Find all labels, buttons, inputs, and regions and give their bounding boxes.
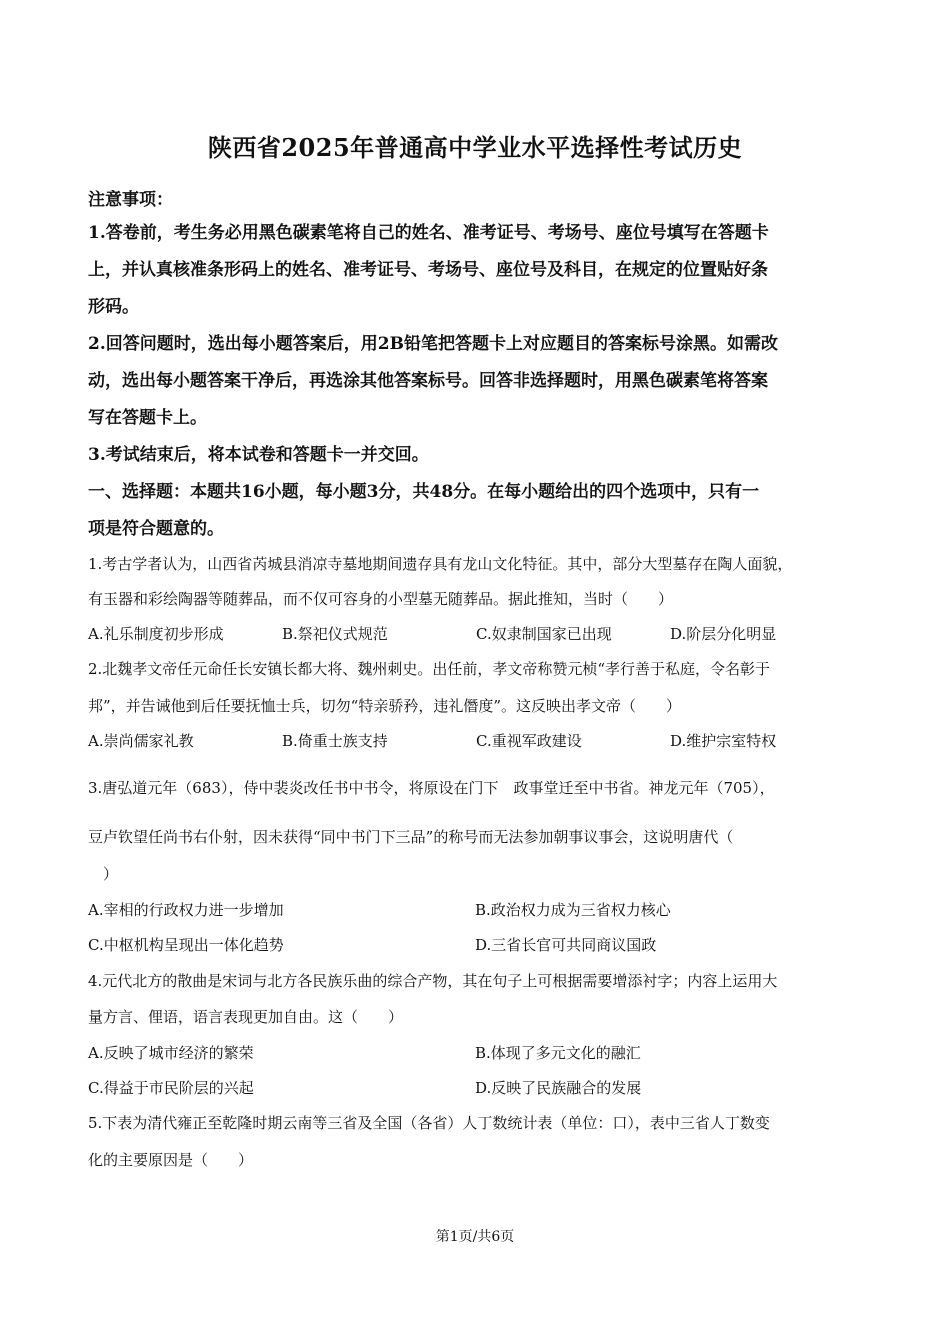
question-3-line2: 豆卢钦望任尚书右仆射，因未获得“同中书门下三品”的称号而无法参加朝事议事会，这说明唐代（ (88, 828, 734, 846)
question-2-option-a[interactable]: A.崇尚儒家礼教 (88, 732, 194, 750)
notice-item1-line2: 上，并认真核准条形码上的姓名、准考证号、考场号、座位号及科目，在规定的位置贴好条 (88, 260, 768, 280)
question-5-line1: 5.下表为清代雍正至乾隆时期云南等三省及全国（各省）人丁数统计表（单位：口），表中三省人丁数变 (88, 1114, 770, 1132)
question-4-option-c[interactable]: C.得益于市民阶层的兴起 (88, 1079, 254, 1097)
question-1-option-d[interactable]: D.阶层分化明显 (670, 625, 777, 643)
section-heading-line1: 一、选择题：本题共16小题，每小题3分，共48分。在每小题给出的四个选项中，只有一 (88, 482, 760, 502)
question-2-options (88, 732, 878, 750)
question-2-option-d[interactable]: D.维护宗室特权 (670, 732, 777, 750)
question-3-option-d[interactable]: D.三省长官可共同商议国政 (475, 936, 657, 954)
question-1-option-c[interactable]: C.奴隶制国家已出现 (476, 625, 612, 643)
question-1-option-b[interactable]: B.祭祀仪式规范 (282, 625, 388, 643)
page-title: 陕西省2025年普通高中学业水平选择性考试历史 (207, 133, 743, 162)
question-1-option-a[interactable]: A.礼乐制度初步形成 (88, 625, 224, 643)
section-heading-line2: 项是符合题意的。 (88, 519, 224, 539)
notice-item3: 3.考试结束后，将本试卷和答题卡一并交回。 (88, 445, 429, 465)
question-3-line1: 3.唐弘道元年（683），侍中裴炎改任书中书令，将原设在门下 政事堂迁至中书省。神龙元年（705）， (88, 779, 775, 797)
notice-heading: 注意事项： (88, 190, 173, 210)
question-2-line1: 2.北魏孝文帝任元命任长安镇长都大将、魏州刺史。出任前，孝文帝称赞元桢“孝行善于私庭，令名彰于 (88, 660, 770, 678)
question-3-line3: ） (88, 865, 119, 883)
question-4-option-d[interactable]: D.反映了民族融合的发展 (475, 1079, 642, 1097)
question-1-options (88, 625, 878, 643)
question-1-line2: 有玉器和彩绘陶器等随葬品，而不仅可容身的小型墓无随葬品。据此推知，当时（ ） (88, 590, 674, 608)
notice-item2-line3: 写在答题卡上。 (88, 408, 207, 428)
question-2-line2: 邦”，并告诫他到后任要抚恤士兵，切勿“特亲骄矜，违礼僭度”。这反映出孝文帝（ ） (88, 697, 682, 715)
notice-item2-line2: 动，选出每小题答案干净后，再选涂其他答案标号。回答非选择题时，用黑色碳素笔将答案 (88, 371, 768, 391)
question-2-option-c[interactable]: C.重视军政建设 (476, 732, 582, 750)
question-4-line1: 4.元代北方的散曲是宋词与北方各民族乐曲的综合产物，其在句子上可根据需要增添衬字；内容上运用大 (88, 972, 778, 990)
question-3-option-b[interactable]: B.政治权力成为三省权力核心 (475, 901, 671, 919)
notice-item1-line3: 形码。 (88, 297, 139, 317)
question-3-option-c[interactable]: C.中枢机构呈现出一体化趋势 (88, 936, 284, 954)
question-4-option-b[interactable]: B.体现了多元文化的融汇 (475, 1044, 641, 1062)
question-3-option-a[interactable]: A.宰相的行政权力进一步增加 (88, 901, 284, 919)
question-2-option-b[interactable]: B.倚重士族支持 (282, 732, 388, 750)
question-1-line1: 1.考古学者认为，山西省芮城县消凉寺墓地期间遗存具有龙山文化特征。其中，部分大型墓存在陶人面貌， (88, 555, 793, 573)
page-footer: 第1页/共6页 (435, 1229, 515, 1245)
question-5-line2: 化的主要原因是（ ） (88, 1151, 254, 1169)
notice-item2-line1: 2.回答问题时，选出每小题答案后，用2B铅笔把答题卡上对应题目的答案标号涂黑。如需改 (88, 334, 778, 354)
notice-item1-line1: 1.答卷前，考生务必用黑色碳素笔将自己的姓名、准考证号、考场号、座位号填写在答题卡 (88, 223, 769, 243)
question-4-option-a[interactable]: A.反映了城市经济的繁荣 (88, 1044, 254, 1062)
question-4-line2: 量方言、俚语，语言表现更加自由。这（ ） (88, 1008, 404, 1026)
